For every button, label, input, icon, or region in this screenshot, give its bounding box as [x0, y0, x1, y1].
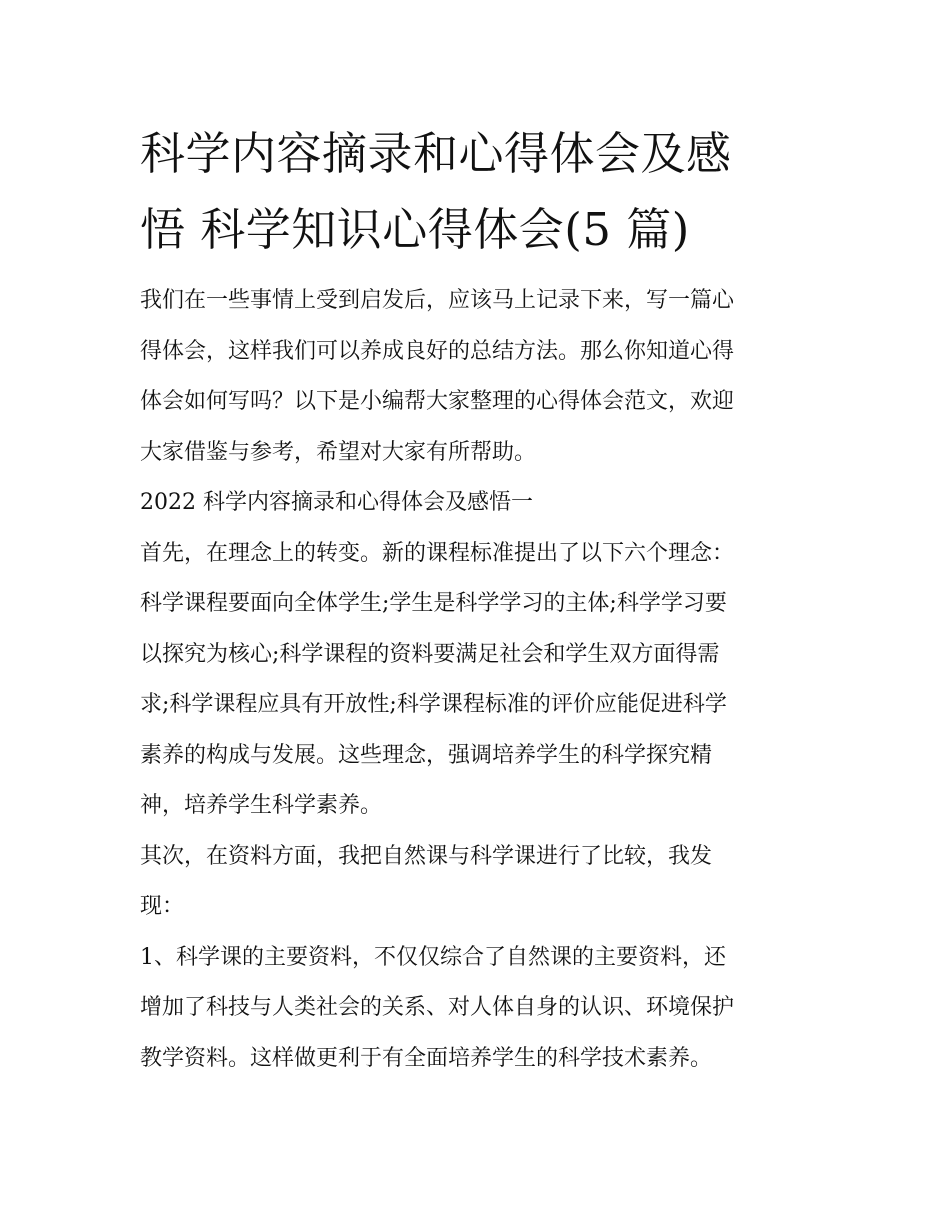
title-line-1: 科学内容摘录和心得体会及感 — [140, 127, 732, 180]
paragraph-1-line: 求;科学课程应具有开放性;科学课程标准的评价应能促进科学 — [140, 692, 727, 717]
paragraph-2-line: 其次，在资料方面，我把自然课与科学课进行了比较，我发 — [140, 843, 713, 869]
paragraph-2-line: 现： — [140, 894, 185, 919]
section-body — [140, 478, 820, 1084]
paragraph-1-line: 以探究为核心;科学课程的资料要满足社会和学生双方面得需 — [140, 641, 720, 667]
intro-line: 体会如何写吗？以下是小编帮大家整理的心得体会范文，欢迎 — [140, 389, 735, 414]
document-title — [140, 116, 820, 268]
paragraph-1-line: 素养的构成与发展。这些理念，强调培养学生的科学探究精 — [140, 742, 713, 768]
intro-line: 大家借鉴与参考，希望对大家有所帮助。 — [140, 439, 537, 465]
paragraph-1-line: 神，培养学生科学素养。 — [140, 793, 383, 818]
paragraph-1-line: 科学课程要面向全体学生;学生是科学学习的主体;科学学习要 — [140, 591, 727, 616]
intro-line: 得体会，这样我们可以养成良好的总结方法。那么你知道心得 — [140, 338, 735, 364]
section-heading: 2022 科学内容摘录和心得体会及感悟一 — [140, 490, 533, 515]
intro-line: 我们在一些事情上受到启发后，应该马上记录下来，写一篇心 — [140, 288, 735, 313]
paragraph-3-line: 教学资料。这样做更利于有全面培养学生的科学技术素养。 — [140, 1045, 713, 1071]
paragraph-1-line: 首先，在理念上的转变。新的课程标准提出了以下六个理念： — [140, 540, 735, 566]
title-line-2: 悟 科学知识心得体会(5 篇) — [140, 203, 690, 256]
intro-paragraph — [140, 276, 820, 478]
paragraph-3-line: 1、科学课的主要资料，不仅仅综合了自然课的主要资料，还 — [140, 944, 726, 970]
paragraph-3-line: 增加了科技与人类社会的关系、对人体自身的认识、环境保护 — [140, 995, 735, 1020]
